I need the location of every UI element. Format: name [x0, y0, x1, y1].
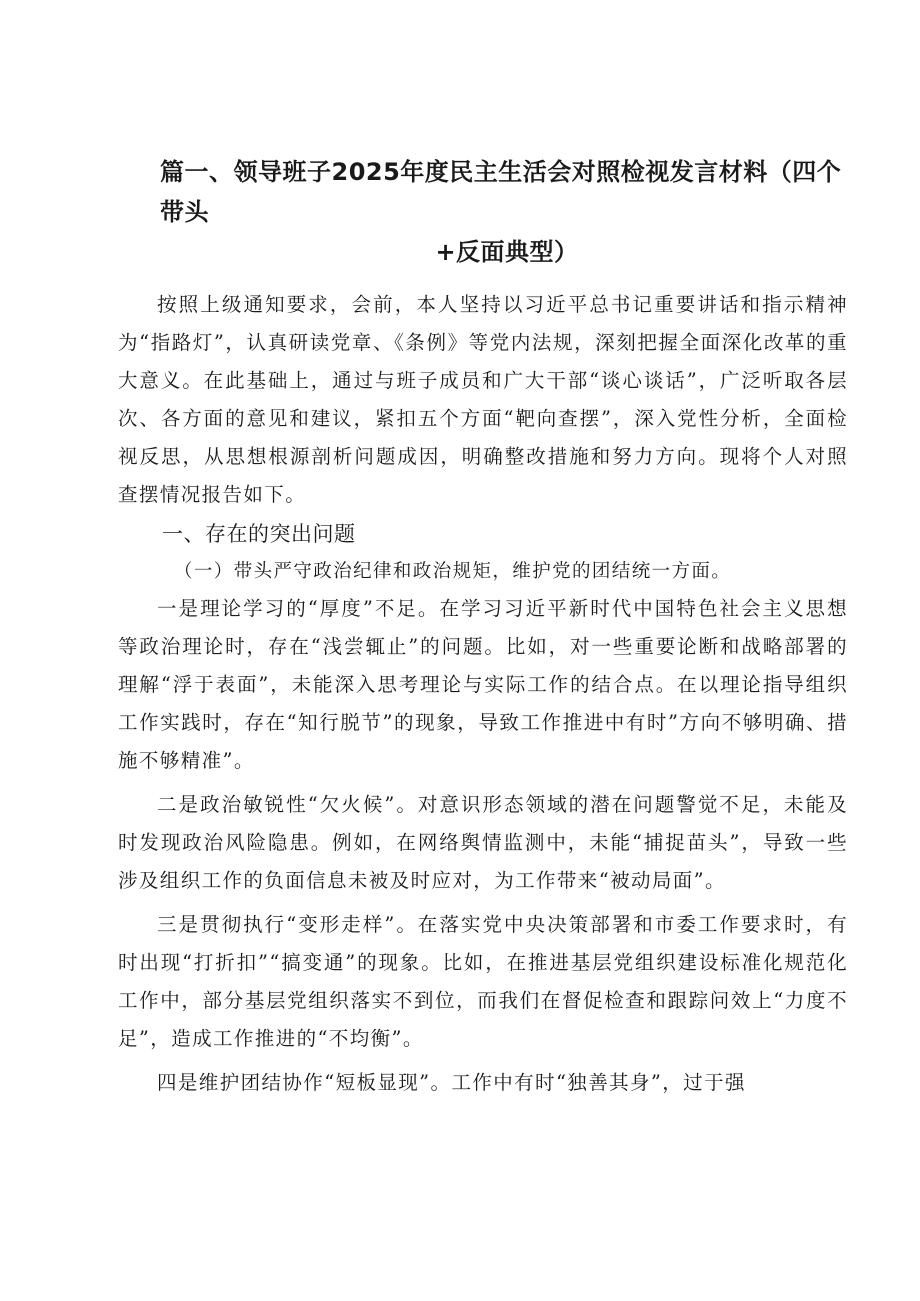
- problem-paragraph-3: 三是贯彻执行“变形走样”。在落实党中央决策部署和市委工作要求时，有时出现“打折扣”“搞变通”的现象。比如，在推进基层党组织建设标准化规范化工作中，部分基层党组织落实不到位，而我们在督促检查和跟踪问效上“力度不足”，造成工作推进的“不均衡”。: [118, 913, 848, 1050]
- section-heading: 一、存在的突出问题: [162, 522, 356, 546]
- problem-paragraph-2: 二是政治敏锐性“欠火候”。对意识形态领域的潜在问题警觉不足，未能及时发现政治风险隐患。例如，在网络舆情监测中，未能“捕捉苗头”，导致一些涉及组织工作的负面信息未被及时应对，为工作带来“被动局面”。: [118, 793, 848, 892]
- problem-paragraph-4: 四是维护团结协作“短板显现”。工作中有时“独善其身”，过于强: [157, 1071, 746, 1094]
- title-line-1: 篇一、领导班子2025年度民主生活会对照检视发言材料（四个带头: [160, 158, 842, 226]
- subsection-heading: （一）带头严守政治纪律和政治规矩，维护党的团结统一方面。: [174, 561, 732, 582]
- problem-paragraph-1: 一是理论学习的“厚度”不足。在学习习近平新时代中国特色社会主义思想等政治理论时，存在“浅尝辄止”的问题。比如，对一些重要论断和战略部署的理解“浮于表面”，未能深入思考理论与实际工作的结合点。在以理论指导组织工作实践时，存在“知行脱节”的现象，导致工作推进中有时”方向不够明确、措施不够精准”。: [118, 597, 848, 772]
- document-title: [160, 152, 850, 272]
- document-body: [118, 286, 848, 1102]
- title-line-2: +反面典型）: [435, 238, 579, 266]
- intro-paragraph: 按照上级通知要求，会前，本人坚持以习近平总书记重要讲话和指示精神为“指路灯”，认真研读党章、《条例》等党内法规，深刻把握全面深化改革的重大意义。在此基础上，通过与班子成员和广大干部“谈心谈话”，广泛听取各层次、各方面的意见和建议，紧扣五个方面“靶向查摆”，深入党性分析，全面检视反思，从思想根源剖析问题成因，明确整改措施和努力方向。现将个人对照查摆情况报告如下。: [118, 293, 848, 506]
